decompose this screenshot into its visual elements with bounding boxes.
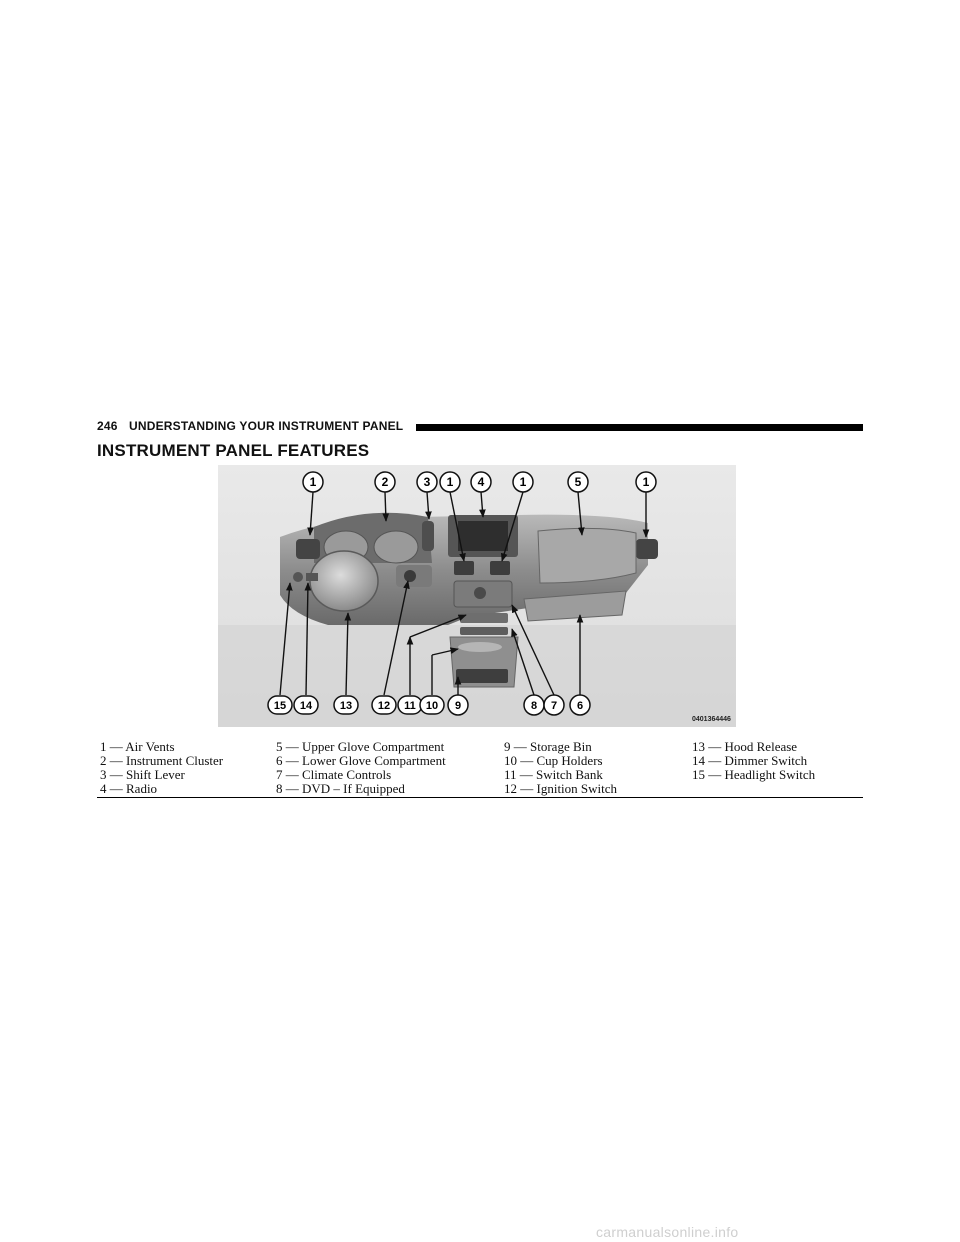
legend-column-1 [100,740,223,796]
legend-item: 7 — Climate Controls [276,767,392,782]
callout-top-3 [417,472,437,492]
svg-text:14: 14 [299,700,313,712]
callout-top-7 [568,472,588,492]
legend-item: 5 — Upper Glove Compartment [276,739,445,754]
instrument-panel-diagram [218,465,736,727]
svg-text:15: 15 [273,700,287,712]
legend-item: 4 — Radio [100,781,158,796]
legend-item: 9 — Storage Bin [504,739,592,754]
callout-top-6 [513,472,533,492]
svg-text:7: 7 [550,700,558,712]
svg-text:1: 1 [309,475,317,489]
callout-top-4 [440,472,460,492]
instrument-panel-figure [218,465,736,727]
legend-item: 6 — Lower Glove Compartment [276,753,446,768]
callout-bottom-13 [334,696,358,714]
callout-top-8 [636,472,656,492]
svg-text:1: 1 [642,475,650,489]
svg-text:12: 12 [377,700,391,712]
callout-bottom-10 [420,696,444,714]
svg-text:1: 1 [519,475,527,489]
legend-column-4 [692,740,815,782]
svg-text:11: 11 [404,700,416,712]
callout-top-5 [471,472,491,492]
svg-text:4: 4 [477,475,485,489]
page-header [97,418,863,436]
legend-bottom-rule [97,797,863,798]
svg-text:6: 6 [576,700,584,712]
svg-text:5: 5 [574,475,582,489]
legend-item: 15 — Headlight Switch [692,767,816,782]
svg-text:9: 9 [454,700,462,712]
page-number: 246 [97,419,118,433]
svg-text:8: 8 [530,700,538,712]
callout-top-2 [375,472,395,492]
callout-top-1 [303,472,323,492]
svg-text:13: 13 [339,700,353,712]
svg-text:1: 1 [446,475,454,489]
svg-text:2: 2 [381,475,389,489]
callout-bottom-11 [398,696,422,714]
callout-bottom-14 [294,696,318,714]
legend-item: 11 — Switch Bank [504,767,603,782]
legend-item: 13 — Hood Release [692,739,798,754]
legend-item: 1 — Air Vents [100,739,175,754]
legend-column-2 [276,740,446,796]
svg-text:3: 3 [423,475,431,489]
chapter-title: UNDERSTANDING YOUR INSTRUMENT PANEL [129,419,404,433]
figure-code: 0401364446 [692,716,731,723]
callout-bottom-6 [570,695,590,715]
legend-item: 12 — Ignition Switch [504,781,618,796]
legend-item: 2 — Instrument Cluster [100,753,224,768]
section-title: INSTRUMENT PANEL FEATURES [97,441,370,460]
svg-text:10: 10 [425,700,439,712]
callout-bottom-8 [524,695,544,715]
legend-item: 3 — Shift Lever [100,767,185,782]
steering-wheel [310,551,378,611]
callout-bottom-15 [268,696,292,714]
legend-item: 14 — Dimmer Switch [692,753,808,768]
legend-item: 10 — Cup Holders [504,753,603,768]
header-rule [416,424,863,431]
legend-item: 8 — DVD – If Equipped [276,781,405,796]
watermark: carmanualsonline.info [596,1224,739,1240]
callout-bottom-7 [544,695,564,715]
callout-bottom-12 [372,696,396,714]
callout-bottom-9 [448,695,468,715]
legend-column-3 [504,740,617,796]
